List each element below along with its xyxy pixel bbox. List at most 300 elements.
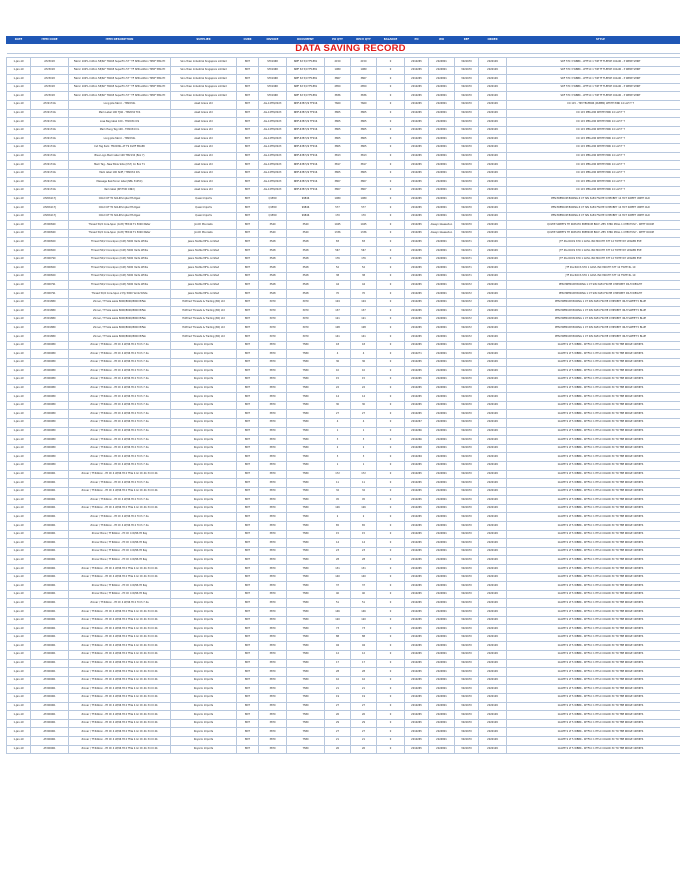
cell-item-description[interactable]: Fabric 100% Cotton 58/60" TPA65 SuperFin 57'' TF SPN edition TMCF 5BG Ht [69,58,171,67]
cell-document[interactable]: NMF 63 5/9 TF1881 [287,58,325,67]
cell-invoice[interactable]: 3870 [259,436,287,445]
cell-item-description[interactable]: Zinner / Tf Ribbon - Ht Ch 4 W/96 Ht 4 H Ch 7 4a [69,599,171,608]
cell-style[interactable]: GUATE 9 LT 5 WBBK - WTF1C 1 HTLC COLOR 3C TO TBE RIDGE 1SHIRTS [507,590,680,599]
cell-invoice[interactable]: 3079 [259,315,287,324]
cell-item-code[interactable]: AT201880 [31,298,69,307]
cell-po[interactable]: 2010265 [405,247,429,256]
cell-recv-qty[interactable]: 108 [351,324,377,333]
table-row[interactable] [7,444,680,453]
cell-date[interactable]: 1-Jan-19 [7,324,31,333]
cell-po[interactable]: 2010265 [405,728,429,737]
cell-invoice[interactable]: Q1859 [259,204,287,213]
table-row[interactable] [7,100,680,109]
cell-style[interactable]: PEN PREMIUM BOXING Z CT SIN 3AE4 FSCHE 9 MECBE7 14 HCT SWEET UNITE OLD [507,204,680,213]
cell-recv-qty[interactable]: 4 [351,350,377,359]
cell-item-code[interactable]: AT201880 [31,315,69,324]
cell-supplier[interactable]: Awet Grace Ltd [171,186,237,195]
cell-supplier[interactable]: Royal Li Imports [171,393,237,402]
cell-item-description[interactable]: Zinner / Tf Ribbon - Ht Ch 4 W/96 Ht 4 H Ch 7 4a [69,367,171,376]
table-row[interactable] [7,393,680,402]
cell-currency[interactable]: BDT [237,264,259,273]
cell-supplier[interactable]: Royal Li Imports [171,702,237,711]
cell-supplier[interactable]: Royal Li Imports [171,616,237,625]
cell-recv-qty[interactable]: 52 [351,264,377,273]
cell-style[interactable]: CO 115 MELLOW WHITE PINK 14 LAH T T [507,143,680,152]
table-row[interactable] [7,238,680,247]
cell-order[interactable]: 2020109 [479,711,507,720]
cell-recv-qty[interactable]: 14 [351,393,377,402]
cell-supplier[interactable]: Royal Li Imports [171,410,237,419]
cell-po[interactable]: 2010265 [405,100,429,109]
cell-order[interactable]: 2020109 [479,410,507,419]
table-row[interactable] [7,668,680,677]
cell-balance[interactable]: 0 [377,599,405,608]
cell-invoice[interactable]: 3528 [259,255,287,264]
cell-ref[interactable]: 3021670 [455,384,479,393]
cell-recv-qty[interactable]: 26 [351,745,377,754]
cell-item-description[interactable]: Zinner / Tf Ribbon - Ht Ch 4 W/96 Ht 4 Tf4a 4 Gr Ch 4b 3rd 0 4b [69,504,171,513]
cell-currency[interactable]: BDT [237,109,259,118]
cell-po-qty[interactable]: 45 [325,496,351,505]
cell-item-code[interactable]: AT200980 [31,453,69,462]
cell-supplier[interactable]: Royal Li Imports [171,375,237,384]
cell-po[interactable]: 2010265 [405,633,429,642]
cell-invoice[interactable]: 3870 [259,341,287,350]
cell-po[interactable]: 2010265 [405,522,429,531]
cell-po[interactable]: 2010266 [405,436,429,445]
cell-item-code[interactable]: AT22174G [31,126,69,135]
cell-supplier[interactable]: Quasi Imports [171,204,237,213]
cell-supplier[interactable]: Sino-Town Industrial Singapore Limited [171,66,237,75]
cell-style[interactable]: GUATE 9 LT 5 WBBK - WTF1C 1 HTLC COLOR 3C TO TBE RIDGE 1SHIRTS [507,418,680,427]
cell-document[interactable]: NMF 63 5/9 TF1881 [287,92,325,101]
cell-balance[interactable]: 0 [377,272,405,281]
cell-wo[interactable]: 2024801 [429,83,455,92]
table-row[interactable] [7,616,680,625]
cell-item-description[interactable]: Zinner / Tf Ribbon - Ht Ch 4 W/96 Ht 4 H Ch 7 4a [69,393,171,402]
cell-item-description[interactable]: Zinner / Tf Size seize 8000/8000/8000 BiFab [69,315,171,324]
cell-date[interactable]: 1-Jan-19 [7,539,31,548]
cell-po[interactable]: 2010265 [405,410,429,419]
cell-item-description[interactable]: Zinner / Tf Ribbon - Ht Ch 4 W/96 Ht 4 Tf4a 4 Gr Ch 4b 3rd 0 4b [69,693,171,702]
cell-recv-qty[interactable]: 567 [351,247,377,256]
cell-currency[interactable]: BDT [237,401,259,410]
cell-supplier[interactable]: Royal Li Imports [171,676,237,685]
cell-po[interactable]: 2010265 [405,58,429,67]
cell-item-description[interactable]: Zinner Bone / Tf Ribbon - Ht Ch 4 W/96 Ht Ray [69,590,171,599]
cell-invoice[interactable]: 3870 [259,487,287,496]
cell-document[interactable]: 3528 [287,238,325,247]
cell-recv-qty[interactable]: 23 [351,547,377,556]
cell-balance[interactable]: 0 [377,118,405,127]
cell-style[interactable]: GUATE 9 LT 5 WBBK - WTF1C 1 HTLC COLOR 3C TO TBE RIDGE 1SHIRTS [507,358,680,367]
table-row[interactable] [7,143,680,152]
cell-item-code[interactable]: AT22174G [31,186,69,195]
cell-po-qty[interactable]: 52 [325,264,351,273]
cell-wo[interactable]: 2024801 [429,255,455,264]
cell-invoice[interactable]: 3870 [259,453,287,462]
cell-document[interactable]: 3528 [287,290,325,299]
cell-recv-qty[interactable]: 27 [351,728,377,737]
cell-document[interactable]: 7580 [287,341,325,350]
table-row[interactable] [7,152,680,161]
cell-recv-qty[interactable]: 10 [351,367,377,376]
cell-style[interactable]: GUATE 9 LT 5 WBBK - WTF1C 1 HTLC COLOR 3C TO TBE RIDGE 1SHIRTS [507,650,680,659]
cell-document[interactable]: 7580 [287,358,325,367]
cell-po[interactable]: 2010265 [405,178,429,187]
cell-document[interactable]: 7580 [287,418,325,427]
cell-wo[interactable]: 2024801 [429,161,455,170]
cell-po[interactable]: 2010265 [405,530,429,539]
cell-recv-qty[interactable]: 21 [351,685,377,694]
cell-invoice[interactable]: 3079 [259,333,287,342]
cell-currency[interactable]: BDT [237,650,259,659]
cell-date[interactable]: 1-Jan-19 [7,221,31,230]
header-currency[interactable]: CURR [237,37,259,44]
cell-date[interactable]: 1-Jan-19 [7,436,31,445]
cell-wo[interactable]: 2024801 [429,565,455,574]
cell-wo[interactable]: 2024801 [429,453,455,462]
cell-po[interactable]: 2010265 [405,547,429,556]
cell-date[interactable]: 1-Jan-19 [7,496,31,505]
cell-style[interactable]: CO 115 MELLOW WHITE PINK 14 LAH T T [507,126,680,135]
cell-wo[interactable]: 2024801 [429,143,455,152]
cell-po[interactable]: 2010265 [405,745,429,754]
cell-ref[interactable]: 3021670 [455,736,479,745]
table-row[interactable] [7,341,680,350]
cell-date[interactable]: 1-Jan-19 [7,152,31,161]
cell-supplier[interactable]: Awet Grace Ltd [171,169,237,178]
cell-item-description[interactable]: Zinner / Tf Ribbon - Ht Ch 4 W/96 Ht 4 H Ch 7 4a [69,410,171,419]
cell-order[interactable]: 2020109 [479,307,507,316]
cell-balance[interactable]: 0 [377,608,405,617]
cell-item-description[interactable]: Zinner / Tf Ribbon - Ht Ch 4 W/96 Ht 4 Tf4a 4 Gr Ch 4b 3rd 0 4b [69,565,171,574]
table-row[interactable] [7,384,680,393]
cell-item-code[interactable]: AT200961 [31,608,69,617]
cell-item-code[interactable]: AT200791 [31,290,69,299]
cell-style[interactable]: GUATE 9 LT 5 WBBK - WTF1C 1 HTLC COLOR 3C TO TBE RIDGE 1SHIRTS [507,728,680,737]
cell-recv-qty[interactable]: 73 [351,625,377,634]
cell-po-qty[interactable]: 131 [325,565,351,574]
cell-invoice[interactable]: 3528 [259,272,287,281]
cell-order[interactable]: 2020109 [479,608,507,617]
cell-currency[interactable]: BDT [237,410,259,419]
cell-order[interactable]: 2020109 [479,573,507,582]
cell-po-qty[interactable]: 2850 [325,83,351,92]
cell-po-qty[interactable]: 40 [325,590,351,599]
cell-order[interactable]: 2020109 [479,427,507,436]
cell-item-code[interactable]: AT200961 [31,668,69,677]
cell-invoice[interactable]: 3870 [259,401,287,410]
cell-date[interactable]: 1-Jan-19 [7,642,31,651]
cell-item-description[interactable]: Cut Tag Item: TM2034L AT T9 DLHF ERAPR [69,143,171,152]
cell-supplier[interactable]: Royal Li Imports [171,427,237,436]
cell-wo[interactable]: 2024801 [429,479,455,488]
cell-date[interactable]: 1-Jan-19 [7,204,31,213]
cell-currency[interactable]: BDT [237,350,259,359]
cell-recv-qty[interactable]: 2 [351,513,377,522]
cell-wo[interactable]: 2024801 [429,307,455,316]
cell-currency[interactable]: BDT [237,616,259,625]
cell-po-qty[interactable]: 2150 [325,58,351,67]
cell-ref[interactable]: 3021670 [455,504,479,513]
cell-currency[interactable]: BDT [237,461,259,470]
cell-invoice[interactable]: 3870 [259,642,287,651]
cell-po-qty[interactable]: 3805 [325,143,351,152]
cell-supplier[interactable]: Awet Grace Ltd [171,100,237,109]
cell-order[interactable]: 2020109 [479,66,507,75]
cell-style[interactable]: JTF 4ta ROCS STO 1 GOVL INC MOUTH STT 12 TWTE WY LEAKER EVE [507,247,680,256]
cell-invoice[interactable]: 3870 [259,711,287,720]
cell-po[interactable]: 2010265 [405,333,429,342]
cell-document[interactable]: 7580 [287,565,325,574]
cell-document[interactable]: 7580 [287,693,325,702]
cell-currency[interactable]: BDT [237,212,259,221]
cell-style[interactable]: PEN PREMIUM BOXING 1 CT SIN 3AE4 FSCHE 9 MECBE7 IDLH SWEET 5 BLUE [507,315,680,324]
table-row[interactable] [7,272,680,281]
table-row[interactable] [7,135,680,144]
cell-ref[interactable]: 3021670 [455,212,479,221]
cell-po[interactable]: 2010265 [405,229,429,238]
cell-order[interactable]: 2020109 [479,444,507,453]
table-row[interactable] [7,401,680,410]
cell-currency[interactable]: BDT [237,470,259,479]
cell-currency[interactable]: BDT [237,204,259,213]
cell-item-code[interactable]: AT200961 [31,513,69,522]
cell-balance[interactable]: 0 [377,375,405,384]
cell-currency[interactable]: BDT [237,676,259,685]
cell-balance[interactable]: 0 [377,186,405,195]
cell-date[interactable]: 1-Jan-19 [7,470,31,479]
cell-balance[interactable]: 0 [377,83,405,92]
cell-supplier[interactable]: Hotfried Threads & Trading (Bd) Ltd [171,307,237,316]
cell-order[interactable]: 2020109 [479,272,507,281]
cell-balance[interactable]: 0 [377,324,405,333]
cell-balance[interactable]: 0 [377,58,405,67]
cell-document[interactable]: 7580 [287,728,325,737]
cell-supplier[interactable]: Royal Li Imports [171,608,237,617]
table-row[interactable] [7,436,680,445]
cell-date[interactable]: 1-Jan-19 [7,212,31,221]
cell-balance[interactable]: 0 [377,625,405,634]
cell-po-qty[interactable]: 3807 [325,186,351,195]
cell-po[interactable]: 2010265 [405,565,429,574]
cell-item-code[interactable]: AT22174G [31,143,69,152]
cell-recv-qty[interactable]: 4 [351,418,377,427]
cell-invoice[interactable]: 3870 [259,573,287,582]
cell-ref[interactable]: 3021671 [455,247,479,256]
cell-po[interactable]: 2010265 [405,307,429,316]
cell-document[interactable]: 7580 [287,633,325,642]
cell-supplier[interactable]: Royal Li Imports [171,384,237,393]
cell-item-description[interactable]: Zinner / Tf Ribbon - Ht Ch 4 W/96 Ht 4 H Ch 7 4a [69,384,171,393]
cell-date[interactable]: 1-Jan-19 [7,504,31,513]
cell-ref[interactable]: 3021670 [455,599,479,608]
cell-date[interactable]: 1-Jan-19 [7,109,31,118]
cell-order[interactable]: 2020109 [479,333,507,342]
table-row[interactable] [7,169,680,178]
header-ref[interactable]: REF [455,37,479,44]
cell-currency[interactable]: BDT [237,582,259,591]
cell-item-description[interactable]: Thread 50/2 Core-Spun (Cott) TEX40 T1 5000 Meter [69,229,171,238]
cell-po-qty[interactable]: 170 [325,212,351,221]
cell-po[interactable]: 2010265 [405,496,429,505]
cell-balance[interactable]: 0 [377,427,405,436]
cell-style[interactable]: QULTIE SWEETS TH ROHATO PREMIUM BOLT -ZEV STRK MOLL 1 CHECTOS7 - WETT ROOM [507,221,680,230]
cell-order[interactable]: 2020109 [479,547,507,556]
cell-wo[interactable]: 2024801 [429,461,455,470]
cell-document[interactable]: 3079 [287,324,325,333]
cell-order[interactable]: 2020109 [479,221,507,230]
cell-po[interactable]: 2010265 [405,66,429,75]
header-po[interactable]: PO [405,37,429,44]
cell-invoice[interactable]: 3870 [259,625,287,634]
cell-po[interactable]: 2010265 [405,195,429,204]
cell-item-code[interactable]: AT22174G [31,135,69,144]
cell-invoice[interactable]: AG-12TM/2023 [259,152,287,161]
cell-wo[interactable]: 2024801 [429,75,455,84]
cell-wo[interactable]: 2024801 [429,650,455,659]
cell-po[interactable]: 2010265 [405,135,429,144]
cell-order[interactable]: 2020109 [479,247,507,256]
cell-po-qty[interactable]: 3817 [325,161,351,170]
cell-po[interactable]: 2010265 [405,659,429,668]
cell-order[interactable]: 2020109 [479,83,507,92]
cell-supplier[interactable]: Royal Li Imports [171,711,237,720]
cell-currency[interactable]: BDT [237,556,259,565]
cell-wo[interactable]: 2024801 [429,633,455,642]
cell-recv-qty[interactable]: 30 [351,401,377,410]
cell-item-description[interactable]: Thread 50/2 Core-Spun (Cott) TEX40 T1 5000 Meter [69,221,171,230]
cell-document[interactable]: NMF-63B 5/9 TF016 [287,143,325,152]
cell-balance[interactable]: 0 [377,307,405,316]
cell-currency[interactable]: BDT [237,58,259,67]
cell-style[interactable]: GUATE 9 LT 5 WBBK - WTF1C 1 HTLC COLOR 3C TO TBE RIDGE 1SHIRTS [507,496,680,505]
cell-document[interactable]: NMF-63B 5/9 TF016 [287,169,325,178]
cell-po[interactable]: 2010265 [405,204,429,213]
cell-wo[interactable]: 2024801 [429,195,455,204]
cell-date[interactable]: 1-Jan-19 [7,633,31,642]
cell-po[interactable]: 2010265 [405,92,429,101]
cell-recv-qty[interactable]: 141 [351,333,377,342]
cell-style[interactable]: CO 115 MELLOW WHITE PINK 14 LAH T T [507,169,680,178]
table-row[interactable] [7,118,680,127]
cell-balance[interactable]: 0 [377,204,405,213]
cell-recv-qty[interactable]: 2 [351,444,377,453]
cell-wo[interactable]: 2024801 [429,58,455,67]
cell-ref[interactable]: 3021670 [455,418,479,427]
cell-invoice[interactable]: 3870 [259,350,287,359]
cell-style[interactable]: SDF 5TC 3 WBBK - WTF1C 1 TIM TF FLEECE COLOR - 3 WEKE SHIRT [507,83,680,92]
cell-style[interactable]: CO 115 - TIM TELEBOR (RUBEN) WHITE PINK 14 LAH T T [507,100,680,109]
cell-wo[interactable]: Aleeyn Gleasehun [429,229,455,238]
cell-document[interactable]: 7580 [287,685,325,694]
cell-style[interactable]: CO 115 MELLOW WHITE PINK 14 LAH T T [507,178,680,187]
cell-ref[interactable]: 3021670 [455,565,479,574]
cell-wo[interactable]: 2024801 [429,298,455,307]
cell-document[interactable]: 3528 [287,255,325,264]
header-style[interactable]: STYLE [507,37,680,44]
cell-supplier[interactable]: Hotfried Threads & Trading (Bd) Ltd [171,324,237,333]
table-row[interactable] [7,676,680,685]
cell-date[interactable]: 1-Jan-19 [7,659,31,668]
cell-po[interactable]: 2010265 [405,470,429,479]
cell-wo[interactable]: 2024801 [429,152,455,161]
table-row[interactable] [7,75,680,84]
cell-item-code[interactable]: AT200961 [31,625,69,634]
cell-recv-qty[interactable]: 51 [351,599,377,608]
cell-order[interactable]: 2020109 [479,341,507,350]
cell-po-qty[interactable]: 28 [325,556,351,565]
cell-currency[interactable]: BDT [237,702,259,711]
table-row[interactable] [7,427,680,436]
cell-invoice[interactable]: Q1859 [259,212,287,221]
cell-invoice[interactable]: 3079 [259,307,287,316]
cell-balance[interactable]: 0 [377,539,405,548]
cell-recv-qty[interactable]: 3805 [351,135,377,144]
cell-recv-qty[interactable]: 70 [351,290,377,299]
cell-balance[interactable]: 0 [377,479,405,488]
cell-ref[interactable]: 3021670 [455,590,479,599]
cell-style[interactable]: GUATE 9 LT 5 WBBK - WTF1C 1 HTLC COLOR 3C TO TBE RIDGE 1SHIRTS [507,479,680,488]
cell-order[interactable]: 2020109 [479,264,507,273]
cell-style[interactable]: GUATE 9 LT 5 WBBK - WTF1C 1 HTLC COLOR 3C TO TBE RIDGE 1SHIRTS [507,685,680,694]
cell-invoice[interactable]: ST01968 [259,83,287,92]
cell-invoice[interactable]: 3870 [259,522,287,531]
cell-item-description[interactable]: Zinner / Tf Ribbon - Ht Ch 4 W/96 Ht 4 H Ch 7 4a [69,375,171,384]
cell-ref[interactable]: 3021670 [455,625,479,634]
cell-document[interactable]: 7580 [287,650,325,659]
cell-supplier[interactable]: Royal Li Imports [171,358,237,367]
table-row[interactable] [7,547,680,556]
cell-po-qty[interactable]: 44 [325,281,351,290]
cell-item-description[interactable]: Zinner / Tf Ribbon - Ht Ch 4 W/96 Ht 4 Tf4a 4 Gr Ch 4b 3rd 0 4b [69,736,171,745]
cell-supplier[interactable]: Royal Li Imports [171,530,237,539]
cell-item-code[interactable]: AT200980 [31,427,69,436]
cell-document[interactable]: NMF 63 5/9 TF1881 [287,66,325,75]
cell-document[interactable]: 7580 [287,573,325,582]
cell-currency[interactable]: BDT [237,599,259,608]
cell-supplier[interactable]: Awet Grace Ltd [171,126,237,135]
cell-style[interactable]: GUATE 9 LT 5 WBBK - WTF1C 1 HTLC COLOR 3C TO TBE RIDGE 1SHIRTS [507,470,680,479]
table-row[interactable] [7,109,680,118]
table-row[interactable] [7,745,680,754]
cell-item-description[interactable]: Lose Bag label 100 - TM2034 ICS [69,118,171,127]
cell-wo[interactable]: 2024801 [429,126,455,135]
cell-style[interactable]: GUATE 9 LT 5 WBBK - WTF1C 1 HTLC COLOR 3C TO TBE RIDGE 1SHIRTS [507,547,680,556]
cell-ref[interactable]: 3021670 [455,470,479,479]
cell-order[interactable]: 2020109 [479,212,507,221]
cell-order[interactable]: 2020109 [479,118,507,127]
cell-po[interactable]: 2010265 [405,693,429,702]
cell-ref[interactable]: 3021670 [455,642,479,651]
cell-po[interactable]: 2010265 [405,642,429,651]
cell-item-code[interactable]: AT200980 [31,401,69,410]
cell-balance[interactable]: 0 [377,745,405,754]
cell-item-description[interactable]: Zinner / Tf Ribbon - Ht Ch 4 W/96 Ht 4 H Ch 7 4a [69,418,171,427]
cell-wo[interactable]: 2024801 [429,118,455,127]
cell-balance[interactable]: 0 [377,547,405,556]
cell-po-qty[interactable]: 121 [325,315,351,324]
cell-date[interactable]: 1-Jan-19 [7,66,31,75]
cell-supplier[interactable]: Royal Li Imports [171,625,237,634]
cell-order[interactable]: 2020109 [479,522,507,531]
cell-document[interactable]: 7580 [287,522,325,531]
cell-currency[interactable]: BDT [237,92,259,101]
cell-ref[interactable]: 3021670 [455,75,479,84]
cell-currency[interactable]: BDT [237,178,259,187]
cell-supplier[interactable]: Royal Li Imports [171,461,237,470]
